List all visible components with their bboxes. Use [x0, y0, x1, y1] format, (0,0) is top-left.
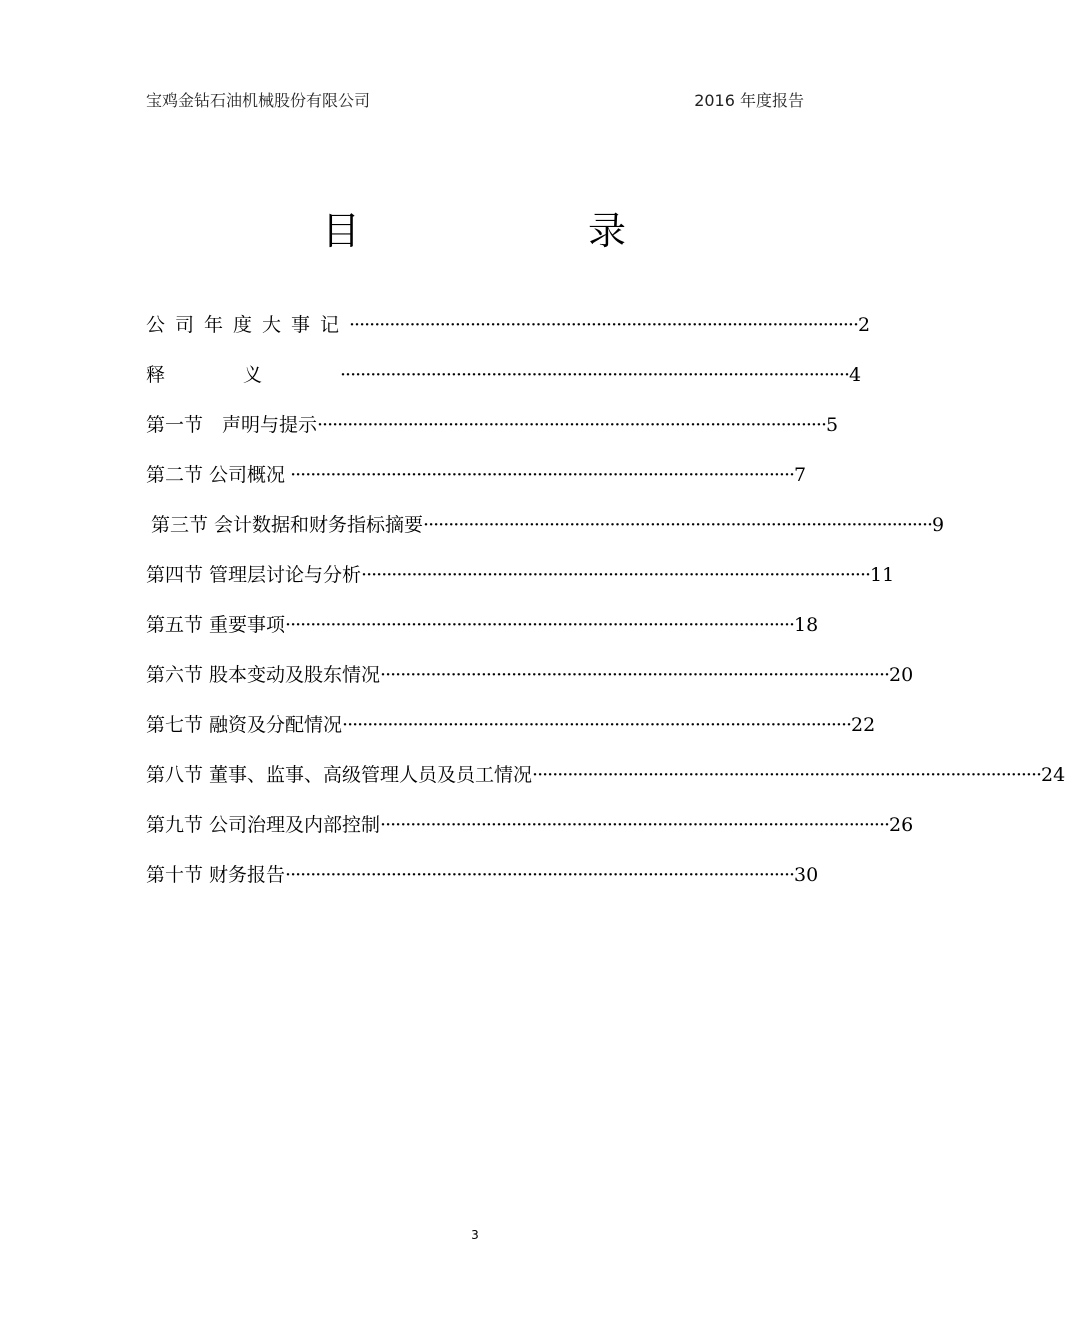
toc-item-page: 5 — [826, 414, 839, 436]
toc-item-page: 26 — [889, 814, 914, 836]
header-company: 宝鸡金钻石油机械股份有限公司 — [146, 91, 371, 110]
toc-item-page: 9 — [932, 514, 945, 536]
header-report: 2016 年度报告 — [694, 91, 804, 110]
toc-leader: ····································································································· — [380, 664, 890, 686]
toc-leader: ····································································································· — [361, 564, 871, 586]
toc-item-label: 第六节 股本变动及股东情况 — [146, 664, 381, 686]
toc-item-label: 公司年度大事记 — [146, 314, 350, 336]
toc-leader: ····································································································· — [532, 764, 1042, 786]
toc-item-label: 第四节 管理层讨论与分析 — [146, 564, 362, 586]
toc-item-label: 第九节 公司治理及内部控制 — [146, 814, 381, 836]
title-char-1: 目 — [322, 209, 361, 253]
toc-item-label: 第二节 公司概况 — [146, 464, 286, 486]
toc-item[interactable] — [146, 610, 819, 660]
toc-item-label: 第三节 会计数据和财务指标摘要 — [151, 514, 424, 536]
toc-item-label: 第一节 声明与提示 — [146, 414, 318, 436]
toc-item[interactable] — [146, 760, 1065, 810]
toc-leader: ····································································································· — [285, 614, 795, 636]
toc-leader: ····································································································· — [317, 414, 827, 436]
toc-item-page: 30 — [794, 864, 819, 886]
toc-item-page: 18 — [794, 614, 819, 636]
toc-item-label: 释义 — [146, 364, 341, 386]
toc-item-label: 第十节 财务报告 — [146, 864, 286, 886]
page-number: 3 — [471, 1228, 479, 1242]
toc-item[interactable] — [146, 860, 819, 910]
toc-leader: ····································································································· — [340, 364, 850, 386]
toc-item[interactable] — [146, 660, 914, 710]
toc-item[interactable] — [146, 460, 806, 510]
toc-item-label: 第七节 融资及分配情况 — [146, 714, 343, 736]
toc-item-page: 4 — [849, 364, 862, 386]
toc-item[interactable] — [146, 510, 945, 560]
toc-item[interactable] — [146, 360, 862, 410]
toc-item[interactable] — [146, 410, 839, 460]
toc-leader: ····································································································· — [423, 514, 933, 536]
toc-item-page: 2 — [858, 314, 871, 336]
toc-leader: ····································································································· — [380, 814, 890, 836]
title-char-2: 录 — [588, 209, 627, 253]
toc-item-page: 11 — [870, 564, 895, 586]
toc-leader: ···································································································· — [285, 464, 795, 486]
toc-item-page: 20 — [889, 664, 914, 686]
toc-item-label: 第五节 重要事项 — [146, 614, 286, 636]
toc-leader: ····································································································· — [349, 314, 859, 336]
toc-item-page: 24 — [1041, 764, 1065, 786]
toc-item[interactable] — [146, 810, 914, 860]
toc-item[interactable] — [146, 310, 871, 360]
page-title — [0, 200, 950, 260]
toc-leader: ····································································································· — [285, 864, 795, 886]
toc-item-page: 22 — [851, 714, 876, 736]
toc-item[interactable] — [146, 710, 876, 760]
table-of-contents — [146, 310, 1065, 910]
toc-item[interactable] — [146, 560, 895, 610]
toc-item-label: 第八节 董事、监事、高级管理人员及员工情况 — [146, 764, 533, 786]
toc-item-page: 7 — [794, 464, 807, 486]
toc-leader: ····································································································· — [342, 714, 852, 736]
